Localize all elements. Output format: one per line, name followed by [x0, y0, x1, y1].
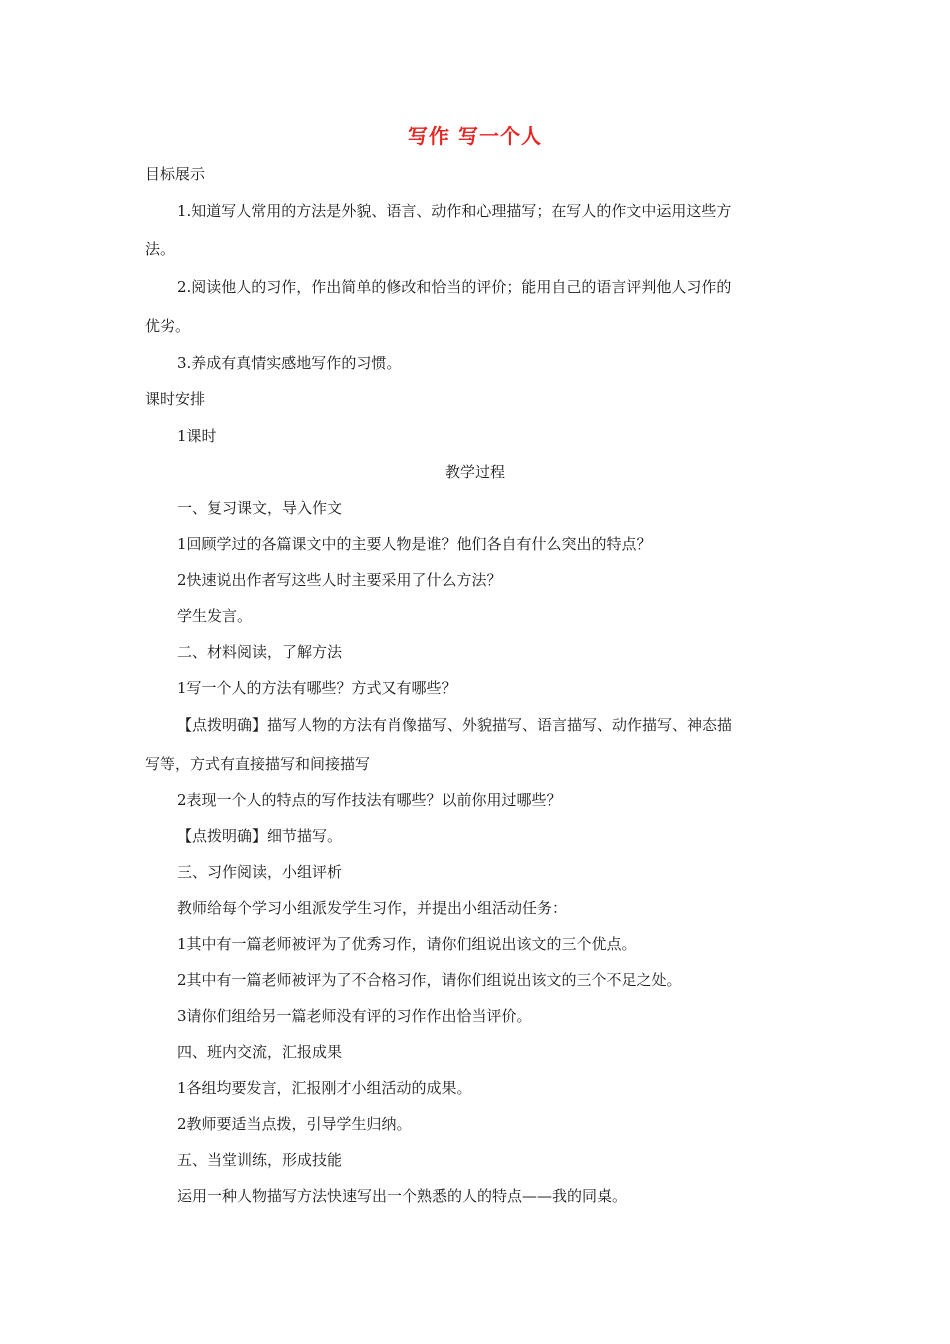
paragraph-line: 2教师要适当点拨，引导学生归纳。	[177, 1115, 412, 1133]
paragraph-line: 1.知道写人常用的方法是外貌、语言、动作和心理描写；在写人的作文中运用这些方	[177, 202, 732, 220]
paragraph-line: 1回顾学过的各篇课文中的主要人物是谁？他们各自有什么突出的特点？	[177, 535, 652, 553]
paragraph-line: 运用一种人物描写方法快速写出一个熟悉的人的特点——我的同桌。	[177, 1187, 628, 1205]
paragraph-line: 2.阅读他人的习作，作出简单的修改和恰当的评价；能用自己的语言评判他人习作的	[177, 278, 732, 296]
step-heading: 三、习作阅读，小组评析	[177, 863, 343, 881]
paragraph-line: 【点拨明确】细节描写。	[177, 827, 343, 845]
step-heading: 五、当堂训练，形成技能	[177, 1151, 343, 1169]
section-heading-schedule: 课时安排	[145, 390, 206, 408]
paragraph-line: 1课时	[177, 427, 217, 445]
paragraph-line: 2其中有一篇老师被评为了不合格习作，请你们组说出该文的三个不足之处。	[177, 971, 682, 989]
section-heading-process: 教学过程	[444, 463, 505, 481]
paragraph-line: 教师给每个学习小组派发学生习作，并提出小组活动任务：	[177, 899, 568, 917]
document-title: 写作 写一个人	[408, 124, 542, 148]
step-heading: 二、材料阅读，了解方法	[177, 643, 343, 661]
step-heading: 四、班内交流，汇报成果	[177, 1043, 343, 1061]
step-heading: 一、复习课文，导入作文	[177, 499, 343, 517]
paragraph-line: 2快速说出作者写这些人时主要采用了什么方法？	[177, 571, 502, 589]
section-heading-goals: 目标展示	[145, 165, 206, 183]
paragraph-line: 1写一个人的方法有哪些？方式又有哪些？	[177, 679, 457, 697]
paragraph-line: 1其中有一篇老师被评为了优秀习作，请你们组说出该文的三个优点。	[177, 935, 637, 953]
paragraph-line: 3请你们组给另一篇老师没有评的习作作出恰当评价。	[177, 1007, 532, 1025]
paragraph-line: 学生发言。	[177, 607, 253, 625]
paragraph-line: 写等，方式有直接描写和间接描写	[145, 755, 371, 773]
paragraph-line: 1各组均要发言，汇报刚才小组活动的成果。	[177, 1079, 472, 1097]
paragraph-line: 3.养成有真情实感地写作的习惯。	[177, 354, 402, 372]
paragraph-line: 2表现一个人的特点的写作技法有哪些？以前你用过哪些？	[177, 791, 562, 809]
paragraph-line: 【点拨明确】描写人物的方法有肖像描写、外貌描写、语言描写、动作描写、神态描	[177, 716, 733, 734]
paragraph-line: 优劣。	[145, 317, 191, 335]
paragraph-line: 法。	[145, 240, 176, 258]
